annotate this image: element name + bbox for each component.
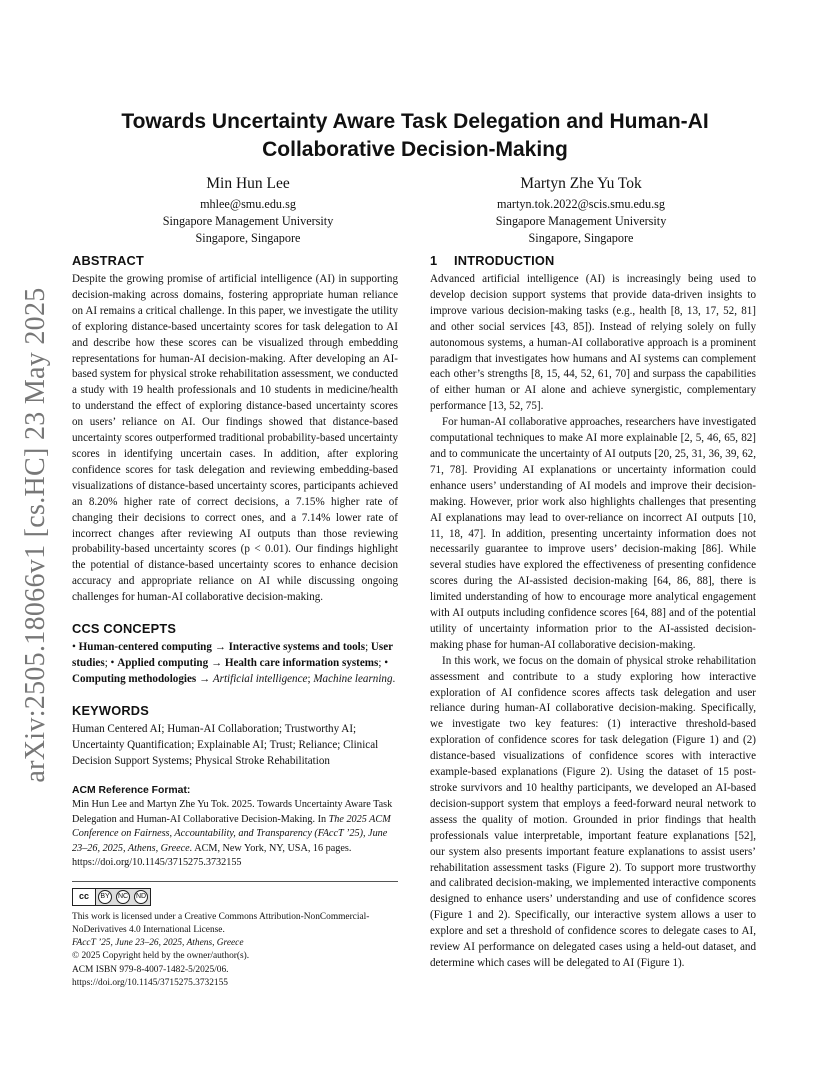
intro-paragraph-1: Advanced artificial intelligence (AI) is increasingly being used to develop decision support systems that provide data-driven insights to improve various decision-making tasks (e.g., health [8, 13, 17, 52, 81] and other social services [43, 85]). Instead of relying solely on fully autonomous systems, a human-AI collaborative approach is a prominent paradigm that investigates how humans and AI systems can complement each other’s strengths [8, 15, 44, 52, 61, 70] and surpass the capabilities of either human or AI alone and achieve synergistic, complementary performance [13, 52, 75].	[430, 273, 756, 413]
keywords-text: Human Centered AI; Human-AI Collaboration; Trustworthy AI; Uncertainty Quantification; Explainable AI; Trust; Reliance; Clinical Decision Support Systems; Physical Stroke Rehabilitation	[72, 722, 379, 767]
creative-commons-license-badge[interactable]	[72, 888, 151, 906]
ccs-term: Computing methodologies	[72, 672, 197, 685]
license-block	[72, 911, 398, 991]
ccs-concepts: • Human-centered computing → Interactive systems and tools; User studies; • Applied computing → Health care information systems; • Computing methodologies → Artificial intelligence; Machine learning.	[72, 641, 396, 685]
intro-paragraph-3: In this work, we focus on the domain of physical stroke rehabilitation assessment and contribute to a study exploring how interactive exploration of AI confidence scores affects task delegation and user reliance during human-AI collaborative decision-making. Specifically, we investigate two key features: (1) interactive threshold-based exploration of confidence scores for task delegation (Figure 1) and (2) distance-based visualizations of confidence scores with interactive example-based explanations (Figure 2). Using the dataset of 15 post-stroke survivors and 10 healthy participants, we developed an AI-based decision-support system that employs a feed-forward neural network to assess the quality of motion. Grounded in prior findings that health professionals value interpretable, important feature explanations [52], our system also presents important feature explanations to assist users’ rehabilitation assessment tasks (Figure 2). To support more trustworthy and calibrated decision-making, we implemented interactive components designed to enhance users’ understanding and use of confidence scores (Figure 1 and 2). Specifically, our interactive system allows a user to explore and set a threshold of confidence scores to delegate cases to AI, review AI performance on delegated cases using a held-out dataset, and determine which cases will be delegated to AI (Figure 1).	[430, 654, 756, 969]
right-column	[430, 252, 756, 972]
section-number: 1	[430, 253, 438, 268]
cc-nd-icon: ND	[134, 890, 148, 904]
paper-title	[72, 108, 758, 164]
ccs-term: Interactive systems and tools	[228, 641, 366, 654]
abstract-text: Despite the growing promise of artificial intelligence (AI) in supporting decision-making across domains, fostering appropriate human reliance on AI remains a critical challenge. In this paper, we investigate the utility of exploring distance-based uncertainty scores for task delegation to AI and describe how these scores can be visualized through embedding representations for human-AI decision-making. After developing an AI-based system for physical stroke rehabilitation assessment, we conducted a study with 19 health professionals and 10 students in medicine/health to understand the effect of exploring distance-based uncertainty scores on users’ reliance on AI. Our findings showed that distance-based uncertainty scores outperformed traditional probability-based uncertainty scores in identifying uncertain cases. In addition, after exploring confidence scores for task delegation and reviewing embedding-based visualizations of distance-based uncertainty scores, participants achieved an 8.20% higher rate of correct decisions, a 7.15% higher rate of changing their decisions to correct ones, and a 7.14% lower rate of incorrect changes after reviewing AI outputs than those reviewing probability-based uncertainty scores (p < 0.01). Our findings highlight the potential of distance-based uncertainty scores to enhance decision accuracy and appropriate reliance on AI while discussing ongoing challenges for human-AI collaborative decision-making.	[72, 273, 398, 604]
arxiv-identifier-stamp	[12, 287, 60, 783]
cc-nc-icon: NC	[116, 890, 130, 904]
keywords-heading: KEYWORDS	[72, 702, 149, 718]
isbn-line: ACM ISBN 979-8-4007-1482-5/2025/06.	[72, 964, 229, 975]
ccs-term: Human-centered computing	[78, 641, 212, 654]
license-statement: This work is licensed under a Creative Commons Attribution-NonCommercial-NoDerivatives 4.0 International License.	[72, 911, 370, 935]
ccs-term: Health care information systems	[224, 656, 379, 669]
doi-link[interactable]: https://doi.org/10.1145/3715275.3732155	[72, 977, 228, 988]
paper-title-line-2: Collaborative Decision-Making	[262, 138, 568, 161]
ccs-term: User studies	[72, 641, 393, 669]
left-column	[72, 252, 398, 990]
author-name: Martyn Zhe Yu Tok	[520, 175, 642, 192]
author-location: Singapore, Singapore	[195, 231, 301, 245]
arxiv-identifier-text: arXiv:2505.18066v1 [cs.HC] 23 May 2025	[20, 287, 51, 783]
ccs-term: Machine learning	[313, 672, 393, 685]
reference-format-heading: ACM Reference Format:	[72, 785, 191, 797]
author-block-2	[421, 172, 741, 247]
footnote-divider	[72, 881, 398, 882]
abstract-heading: ABSTRACT	[72, 253, 144, 268]
author-name: Min Hun Lee	[206, 175, 290, 192]
paper-title-line-1: Towards Uncertainty Aware Task Delegation and Human-AI	[121, 110, 709, 133]
author-email: mhlee@smu.edu.sg	[200, 197, 296, 211]
ccs-term: Applied computing	[117, 656, 209, 669]
reference-format-text: Min Hun Lee and Martyn Zhe Yu Tok. 2025. Towards Uncertainty Aware Task Delegation and Human-AI Collaborative Decision-Making. In The 2025 ACM Conference on Fairness, Accountability, and Transparency (FAccT ’25), June 23–26, 2025, Athens, Greece. ACM, New York, NY, USA, 16 pages. https://doi.org/10.1145/3715275.3732155	[72, 799, 393, 869]
author-email: martyn.tok.2022@scis.smu.edu.sg	[497, 197, 665, 211]
ccs-term: Artificial intelligence	[212, 672, 308, 685]
author-block-1	[88, 172, 408, 247]
author-affiliation: Singapore Management University	[162, 214, 334, 228]
ccs-heading: CCS CONCEPTS	[72, 621, 177, 637]
author-location: Singapore, Singapore	[528, 231, 634, 245]
intro-paragraph-2: For human-AI collaborative approaches, researchers have investigated computational techniques to make AI more explainable [2, 5, 46, 65, 82] and to communicate the uncertainty of AI outputs [20, 25, 31, 36, 39, 62, 71, 78]. Providing AI explanations or uncertainty information could enhance users’ understanding of AI models and improve their decision-making. However, prior work also highlights challenges that presenting AI explanations may lead to over-reliance on incorrect AI outputs [10, 11, 18, 47]. In addition, presenting uncertainty information does not necessarily guarantee to improve users’ decision-making [86]. While several studies have explored the effectiveness of presenting confidence scores during the AI-assisted decision-making [64, 86, 88], there is limited understanding of how to encourage more analytical engagement with AI outputs including confidence scores [64, 88] and of the potential utility of uncertainty information prior to the AI-assisted decision-making phase for human-AI collaborative decision-making.	[430, 416, 756, 651]
section-title: INTRODUCTION	[454, 253, 555, 268]
introduction-heading	[430, 252, 756, 269]
cc-logo-icon: cc	[73, 889, 96, 905]
author-affiliation: Singapore Management University	[495, 214, 667, 228]
copyright-line: © 2025 Copyright held by the owner/author(s).	[72, 951, 250, 962]
cc-by-icon: BY	[98, 890, 112, 904]
conference-info: FAccT ’25, June 23–26, 2025, Athens, Greece	[72, 938, 244, 949]
